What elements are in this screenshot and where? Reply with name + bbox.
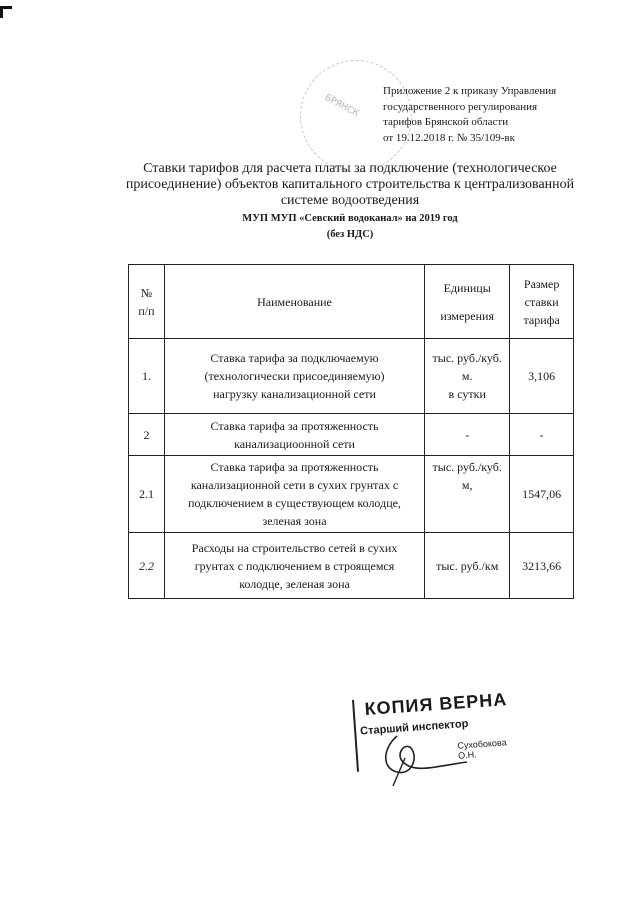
row-name: Ставка тарифа за подключаемую (технологически присоединяемую) нагрузку канализационной сети	[164, 339, 424, 414]
title-line: системе водоотведения	[280, 193, 420, 208]
header-unit: Единицы измерения	[425, 265, 510, 339]
tariff-table	[128, 264, 574, 599]
scan-mark	[0, 6, 3, 18]
header-name: Наименование	[164, 265, 424, 339]
row-unit: -	[425, 414, 510, 456]
row-name: Ставка тарифа за протяженность канализациоонной сети	[164, 414, 424, 456]
appendix-line: тарифов Брянской области	[383, 116, 509, 128]
title-line: присоединение) объектов капитального строительства к централизованной	[125, 177, 575, 192]
row-unit: тыс. руб./куб. м,	[425, 456, 510, 533]
row-unit: тыс. руб./км	[425, 533, 510, 599]
organization-block	[100, 211, 600, 243]
appendix-line: государственного регулирования	[383, 100, 538, 113]
vat-note: (без НДС)	[326, 229, 374, 240]
table-row	[129, 456, 574, 533]
row-name: Расходы на строительство сетей в сухих грунтах с подключением в строящемся колодце, зеленая зона	[164, 533, 424, 599]
row-name: Ставка тарифа за протяженность канализационной сети в сухих грунтах с подключением в существующем колодце, зеленая зона	[164, 456, 424, 533]
table-row	[129, 533, 574, 599]
row-rate: 3213,66	[510, 533, 574, 599]
appendix-line: Приложение 2 к приказу Управления	[383, 85, 557, 97]
row-unit: тыс. руб./куб. м. в сутки	[425, 339, 510, 414]
row-num: 2.2	[129, 533, 165, 599]
header-rate: Размер ставки тарифа	[510, 265, 574, 339]
document-title	[100, 161, 600, 209]
title-line: Ставки тарифов для расчета платы за подключение (технологическое	[143, 161, 557, 176]
row-num: 1.	[129, 339, 165, 414]
row-num: 2.1	[129, 456, 165, 533]
table-row	[129, 414, 574, 456]
copy-stamp-role: Старший инспектор	[359, 717, 469, 738]
table-header-row	[129, 265, 574, 339]
row-num: 2	[129, 414, 165, 456]
organization-name: МУП МУП «Севский водоканал» на 2019 год	[242, 213, 458, 224]
copy-stamp-title: КОПИЯ ВЕРНА	[363, 689, 508, 720]
row-rate: -	[510, 414, 574, 456]
table-row	[129, 339, 574, 414]
header-num: № п/п	[129, 265, 165, 339]
appendix-line: от 19.12.2018 г. № 35/109-вк	[383, 131, 515, 144]
row-rate: 3,106	[510, 339, 574, 414]
seal-text: БРЯНСК	[322, 92, 361, 120]
signature-icon	[375, 728, 470, 788]
row-rate: 1547,06	[510, 456, 574, 533]
copy-stamp-name: Сухобокова О.Н.	[457, 737, 507, 761]
appendix-reference	[383, 84, 613, 146]
